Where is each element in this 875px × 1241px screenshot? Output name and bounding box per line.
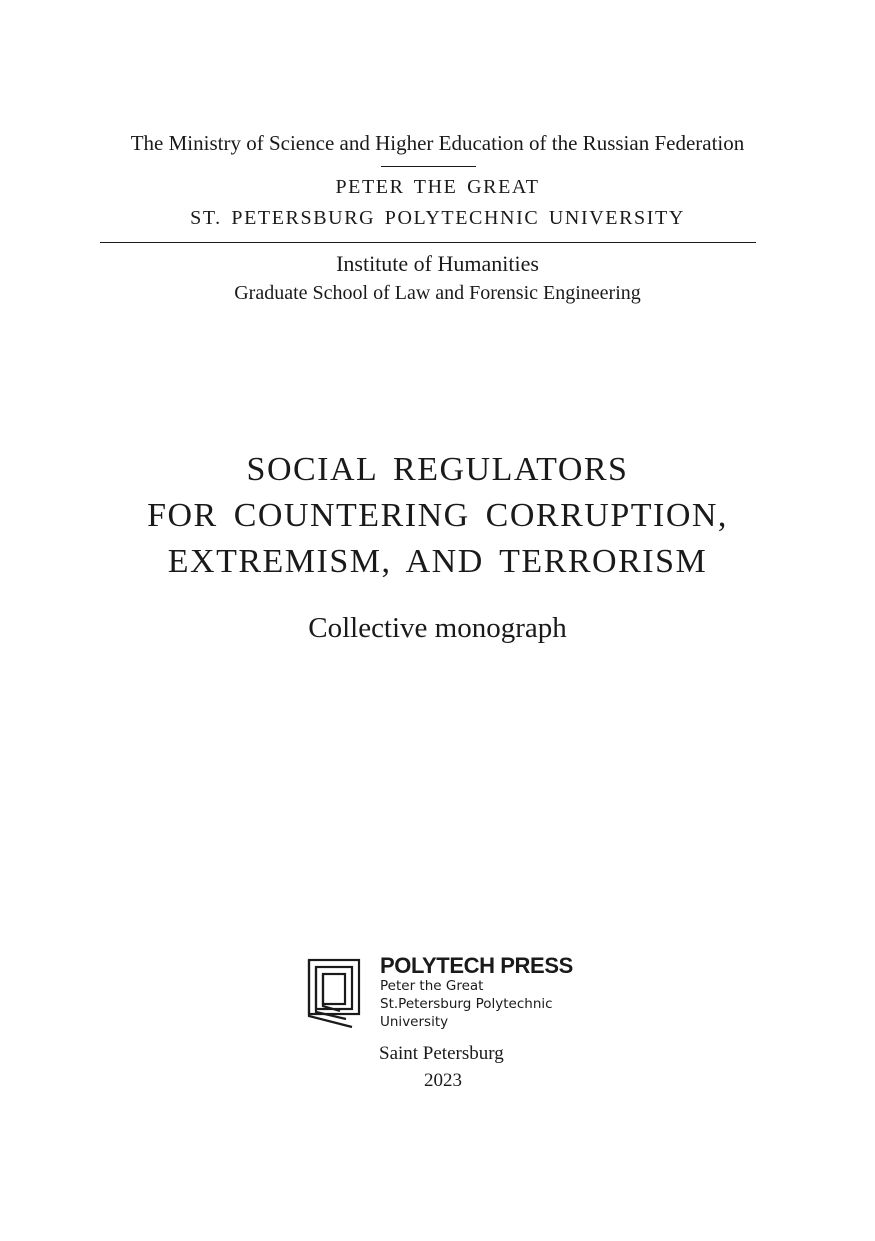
book-subtitle: Collective monograph bbox=[308, 612, 567, 644]
imprint-year: 2023 bbox=[424, 1070, 462, 1091]
ministry-name: The Ministry of Science and Higher Education of the Russian Federation bbox=[130, 131, 745, 155]
publisher-subtitle-line-3: University bbox=[380, 1014, 449, 1030]
book-title bbox=[0, 447, 875, 585]
book-title-line-2: FOR COUNTERING CORRUPTION, bbox=[147, 497, 728, 534]
publisher-subtitle-line-2: St.Petersburg Polytechnic bbox=[380, 996, 553, 1012]
university-name-line-1: PETER THE GREAT bbox=[335, 176, 540, 198]
book-title-line-1: SOCIAL REGULATORS bbox=[246, 451, 629, 488]
school-name: Graduate School of Law and Forensic Engineering bbox=[234, 282, 641, 304]
polytech-press-logo-icon bbox=[306, 957, 362, 1029]
publisher-subtitle bbox=[380, 977, 553, 1031]
imprint-city: Saint Petersburg bbox=[379, 1043, 504, 1064]
publisher-subtitle-line-1: Peter the Great bbox=[380, 978, 484, 994]
university-name-line-2: ST. PETERSBURG POLYTECHNIC UNIVERSITY bbox=[190, 207, 685, 229]
institute-name: Institute of Humanities bbox=[336, 251, 539, 276]
long-divider bbox=[100, 242, 756, 243]
short-divider bbox=[381, 166, 476, 167]
publisher-name: POLYTECH PRESS bbox=[380, 953, 573, 978]
book-title-line-3: EXTREMISM, AND TERRORISM bbox=[167, 543, 708, 580]
